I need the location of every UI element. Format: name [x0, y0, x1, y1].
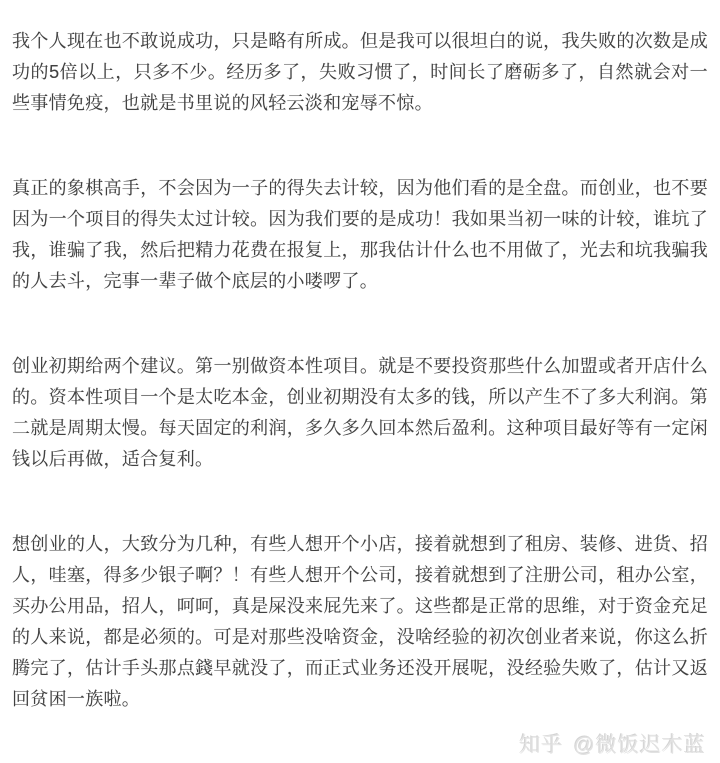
watermark-username: @微饭迟木蓝: [573, 734, 706, 757]
paragraph-4: 想创业的人，大致分为几种，有些人想开个小店，接着就想到了租房、装修、进货、招人，哇塞，得多少银子啊？！有些人想开个公司，接着就想到了注册公司，租办公室，买办公用品，招人，呵呵，真是屎没来屁先来了。这些都是正常的思维，对于资金充足的人来说，都是必须的。可是对那些没啥资金，没啥经验的初次创业者来说，你这么折腾完了，估计手头那点錢早就没了，而正式业务还没开展呢，没经验失败了，估计又返回贫困一族啦。: [12, 534, 708, 709]
zhihu-logo-text: 知乎: [519, 734, 564, 757]
paragraph-3: 创业初期给两个建议。第一别做资本性项目。就是不要投资那些什么加盟或者开店什么的。资本性项目一个是太吃本金，创业初期没有太多的钱，所以产生不了多大利润。第二就是周期太慢。每天固定的利润，多久多久回本然后盈利。这种项目最好等有一定闲钱以后再做，适合复利。: [12, 356, 708, 469]
zhihu-watermark: [12, 729, 708, 759]
paragraph-1: 我个人现在也不敢说成功，只是略有所成。但是我可以很坦白的说，我失败的次数是成功的5倍以上，只多不少。经历多了，失败习惯了，时间长了磨砺多了，自然就会对一些事情免疫，也就是书里说的风轻云淡和宠辱不惊。: [12, 31, 708, 113]
answer-article: [12, 26, 708, 715]
paragraph-2: 真正的象棋高手，不会因为一子的得失去计较，因为他们看的是全盘。而创业，也不要因为一个项目的得失太过计较。因为我们要的是成功！我如果当初一味的计较，谁坑了我，谁骗了我，然后把精力花费在报复上，那我估计什么也不用做了，光去和坑我骗我的人去斗，完事一辈子做个底层的小喽啰了。: [12, 178, 708, 291]
